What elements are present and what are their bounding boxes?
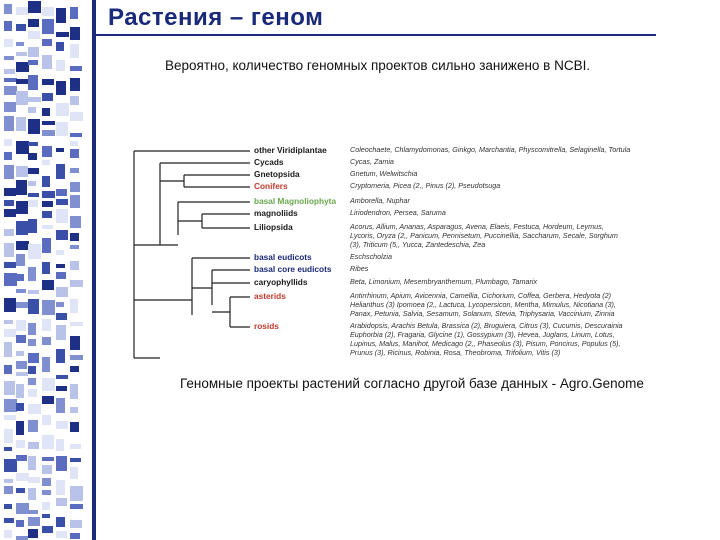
strip-block: [70, 112, 83, 121]
clade-genera: Ribes: [350, 264, 369, 273]
strip-block: [42, 19, 54, 34]
strip-block: [16, 403, 24, 411]
strip-block: [70, 133, 82, 137]
strip-block: [28, 529, 38, 538]
strip-block: [16, 166, 28, 177]
strip-block: [16, 201, 28, 214]
strip-block: [70, 245, 79, 249]
clade-label: Cycads: [254, 157, 284, 167]
strip-block: [42, 396, 54, 404]
strip-block: [16, 91, 28, 105]
strip-block: [28, 75, 38, 90]
strip-block: [16, 536, 28, 540]
strip-block: [42, 357, 50, 372]
strip-block: [16, 42, 24, 46]
strip-block: [42, 300, 55, 315]
strip-block: [28, 107, 36, 113]
clade-genera: Lupinus, Malus, Manihot, Medicago (2,, Phaseolus (3), Pisum, Poncirus, Populus (5),: [350, 339, 621, 348]
strip-block: [4, 102, 16, 112]
strip-block: [4, 329, 16, 337]
clade-label: basal Magnoliophyta: [254, 196, 337, 206]
strip-block: [16, 117, 26, 131]
clade-genera: Beta, Limonium, Mesembryanthemum, Plumbago, Tamarix: [350, 277, 538, 286]
strip-block: [16, 320, 26, 331]
strip-block: [16, 351, 24, 356]
strip-block: [28, 290, 39, 294]
strip-block: [42, 39, 52, 46]
strip-block: [70, 458, 81, 462]
strip-block: [28, 442, 39, 449]
strip-block: [56, 8, 66, 23]
strip-block: [28, 142, 38, 146]
clade-label: other Viridiplantae: [254, 145, 327, 155]
strip-block: [56, 60, 65, 71]
strip-block: [28, 510, 38, 514]
strip-block: [4, 530, 12, 538]
strip-block: [56, 199, 68, 205]
strip-block: [70, 195, 80, 208]
strip-block: [42, 130, 55, 136]
strip-block: [56, 164, 65, 179]
strip-block: [56, 32, 69, 37]
strip-block: [70, 520, 82, 528]
strip-block: [28, 366, 36, 374]
strip-block: [56, 531, 67, 538]
strip-block: [56, 517, 65, 527]
strip-block: [56, 439, 64, 451]
strip-block: [16, 488, 25, 493]
clade-genera: Panax, Petunia, Salvia, Sesamum, Solanum, Stevia, Triphysaria, Vaccinium, Zinnia: [350, 309, 615, 318]
clade-genera: Amborella, Nuphar: [350, 196, 410, 205]
strip-block: [4, 229, 14, 236]
strip-block: [42, 93, 53, 101]
strip-block: [56, 122, 68, 136]
strip-block: [42, 191, 55, 198]
strip-block: [16, 180, 27, 195]
strip-block: [42, 514, 50, 518]
strip-block: [28, 404, 41, 414]
strip-block: [4, 298, 16, 312]
strip-block: [70, 336, 80, 350]
strip-block: [42, 262, 50, 274]
strip-block: [56, 272, 66, 279]
strip-block: [70, 467, 78, 479]
strip-block: [28, 299, 39, 314]
clade-label: Conifers: [254, 181, 288, 191]
strip-block: [70, 261, 79, 270]
strip-block: [56, 209, 68, 223]
clade-genera: Arabidopsis, Arachis Betula, Brassica (2), Bruguiera, Citrus (3), Cucumis, Descurainia: [350, 321, 623, 330]
strip-block: [28, 168, 39, 174]
clade-genera: Cycas, Zamia: [350, 157, 394, 166]
strip-block: [4, 165, 14, 179]
strip-block: [42, 201, 53, 207]
strip-block: [16, 372, 28, 376]
strip-block: [56, 480, 65, 495]
strip-block: [28, 244, 41, 259]
strip-block: [70, 27, 80, 40]
strip-block: [42, 415, 51, 425]
strip-block: [70, 216, 81, 228]
strip-block: [28, 19, 39, 27]
strip-block: [28, 420, 38, 432]
strip-block: [42, 319, 51, 331]
strip-block: [16, 520, 24, 527]
strip-block: [42, 79, 54, 85]
strip-block: [56, 386, 67, 391]
clade-label: basal core eudicots: [254, 264, 332, 274]
strip-block: [56, 421, 68, 429]
strip-block: [70, 355, 83, 360]
clade-label: magnoliids: [254, 208, 298, 218]
strip-block: [16, 24, 26, 31]
slide-title: Растения – геном: [108, 4, 324, 31]
strip-block: [4, 479, 13, 483]
strip-block: [4, 21, 12, 31]
strip-block: [42, 502, 50, 510]
strip-block: [42, 526, 53, 533]
strip-block: [56, 325, 66, 340]
clade-genera: Coleochaete, Chlamydomonas, Ginkgo, Marchantia, Physcomitrella, Selaginella, Tortula: [350, 145, 631, 154]
strip-block: [70, 44, 79, 58]
strip-block: [16, 421, 24, 435]
strip-block: [42, 490, 51, 495]
strip-block: [42, 435, 54, 449]
strip-block: [16, 440, 25, 448]
strip-block: [16, 274, 24, 281]
strip-block: [4, 342, 12, 357]
strip-block: [4, 39, 13, 47]
strip-block: [28, 353, 39, 363]
strip-block: [4, 429, 13, 443]
strip-block: [4, 116, 14, 131]
strip-block: [28, 488, 36, 500]
strip-block: [56, 42, 64, 51]
strip-block: [4, 415, 16, 420]
strip-block: [4, 4, 12, 14]
clade-genera: Liriodendron, Persea, Saruma: [350, 208, 446, 217]
strip-block: [28, 517, 40, 526]
strip-block: [56, 456, 67, 471]
strip-block: [28, 60, 38, 65]
strip-block: [56, 148, 64, 152]
clade-label: asterids: [254, 291, 286, 301]
strip-block: [42, 280, 54, 290]
strip-block: [42, 121, 55, 125]
clade-genera: Acorus, Allium, Ananas, Asparagus, Avena, Elaeis, Festuca, Hordeum, Leymus,: [350, 222, 604, 231]
decorative-dna-strip: [0, 0, 90, 540]
strip-block: [4, 486, 13, 494]
strip-block: [28, 1, 41, 13]
strip-block: [28, 97, 41, 102]
strip-block: [42, 465, 52, 474]
strip-block: [70, 96, 79, 105]
strip-block: [4, 243, 14, 257]
title-underline: [96, 34, 656, 36]
strip-block: [70, 141, 78, 146]
strip-block: [56, 398, 65, 413]
strip-block: [70, 299, 78, 313]
strip-block: [28, 456, 36, 470]
strip-block: [70, 366, 79, 372]
strip-block: [16, 302, 28, 308]
clade-genera: Helianthus (3) Ipomoea (2,, Lactuca, Lycopersicon, Mentha, Mimulus, Nicotiana (3),: [350, 300, 616, 309]
clade-genera: Eschscholzia: [350, 252, 392, 261]
strip-block: [56, 189, 67, 196]
strip-block: [4, 209, 16, 217]
strip-block: [16, 335, 26, 343]
strip-block: [42, 211, 52, 218]
strip-block: [28, 31, 40, 39]
strip-block: [28, 267, 36, 281]
strip-block: [28, 339, 36, 346]
clade-genera: Prunus (3), Ricinus, Robinia, Rosa, Theobroma, Trifolium, Vitis (3): [350, 348, 561, 357]
strip-block: [16, 455, 27, 461]
strip-block: [70, 533, 80, 539]
slide-subtitle: Вероятно, количество геномных проектов сильно занижено в NCBI.: [165, 58, 591, 73]
strip-block: [42, 225, 53, 229]
strip-block: [42, 337, 51, 345]
strip-block: [16, 361, 27, 369]
strip-block: [42, 238, 51, 253]
strip-block: [28, 389, 37, 397]
strip-block: [70, 444, 81, 449]
clade-label: Liliopsida: [254, 222, 293, 232]
strip-block: [56, 81, 66, 95]
clade-label: basal eudicots: [254, 252, 312, 262]
strip-block: [4, 504, 12, 509]
strip-block: [42, 378, 55, 391]
strip-block: [4, 381, 15, 395]
clade-label: Gnetopsida: [254, 169, 300, 179]
strip-block: [28, 378, 36, 385]
clade-genera: Euphorbia (2), Fragaria, Glycine (1), Gossypium (3), Hevea, Juglans, Linum, Lotus,: [350, 330, 615, 339]
strip-block: [42, 7, 54, 16]
strip-block: [16, 221, 28, 235]
clade-genera: Lycoris, Oryza (2,, Panicum, Pennisetum, Puccinellia, Saccharum, Secale, Sorghum: [350, 231, 618, 240]
strip-block: [70, 280, 83, 287]
strip-block: [4, 447, 12, 451]
strip-block: [4, 320, 13, 324]
strip-block: [70, 486, 83, 501]
strip-block: [4, 152, 12, 160]
strip-block: [42, 55, 52, 69]
strip-block: [42, 160, 50, 165]
slide-caption: Геномные проекты растений согласно другой базе данных - Agro.Genome: [180, 376, 644, 391]
strip-block: [4, 365, 12, 374]
strip-block: [56, 264, 65, 268]
strip-block: [28, 181, 36, 186]
strip-block: [28, 219, 37, 233]
clade-genera: (3), Triticum (5,, Yucca, Zantedeschia, Zea: [350, 240, 486, 249]
strip-block: [70, 233, 79, 241]
strip-block: [4, 200, 14, 206]
strip-block: [28, 323, 36, 335]
strip-block: [42, 176, 50, 187]
clade-label: caryophyllids: [254, 277, 308, 287]
strip-block: [4, 69, 15, 74]
strip-block: [56, 375, 68, 379]
strip-block: [56, 349, 65, 363]
strip-block: [4, 262, 16, 268]
strip-block: [70, 182, 80, 192]
strip-block: [70, 149, 79, 158]
strip-block: [70, 66, 82, 71]
strip-block: [56, 498, 67, 506]
strip-block: [28, 47, 39, 57]
strip-block: [16, 384, 24, 398]
strip-block: [56, 230, 68, 240]
strip-block: [16, 52, 27, 56]
strip-block: [70, 168, 79, 173]
strip-block: [42, 108, 50, 116]
strip-block: [16, 254, 25, 266]
strip-block: [56, 287, 68, 297]
strip-block: [42, 146, 52, 157]
strip-block: [28, 193, 39, 197]
strip-block: [70, 384, 78, 399]
strip-block: [70, 322, 83, 326]
strip-block: [42, 478, 51, 486]
clade-genera: Cryptomeria, Picea (2,, Pinus (2), Pseudotsuga: [350, 181, 501, 190]
strip-block: [42, 457, 54, 461]
strip-block: [56, 302, 64, 307]
strip-block: [56, 103, 69, 116]
strip-block: [16, 289, 26, 293]
phylogenetic-tree: [120, 140, 710, 365]
strip-block: [70, 407, 78, 413]
clade-genera: Antirrhinum, Apium, Avicennia, Camellia, Cichorium, Coffea, Gerbera, Hedyota (2): [350, 291, 611, 300]
strip-block: [4, 518, 14, 523]
strip-block: [28, 477, 40, 483]
strip-block: [70, 504, 83, 509]
strip-block: [28, 153, 37, 160]
clade-genera: Gnetum, Welwitschia: [350, 169, 418, 178]
strip-block: [28, 119, 40, 134]
strip-block: [4, 139, 12, 146]
clade-label: rosids: [254, 321, 279, 331]
strip-block: [70, 422, 79, 432]
strip-block: [4, 188, 16, 196]
strip-block: [56, 250, 64, 255]
vertical-divider: [92, 0, 96, 540]
strip-block: [56, 313, 67, 320]
strip-block: [70, 78, 80, 91]
strip-block: [4, 56, 14, 60]
strip-block: [70, 7, 78, 19]
strip-block: [28, 200, 38, 207]
